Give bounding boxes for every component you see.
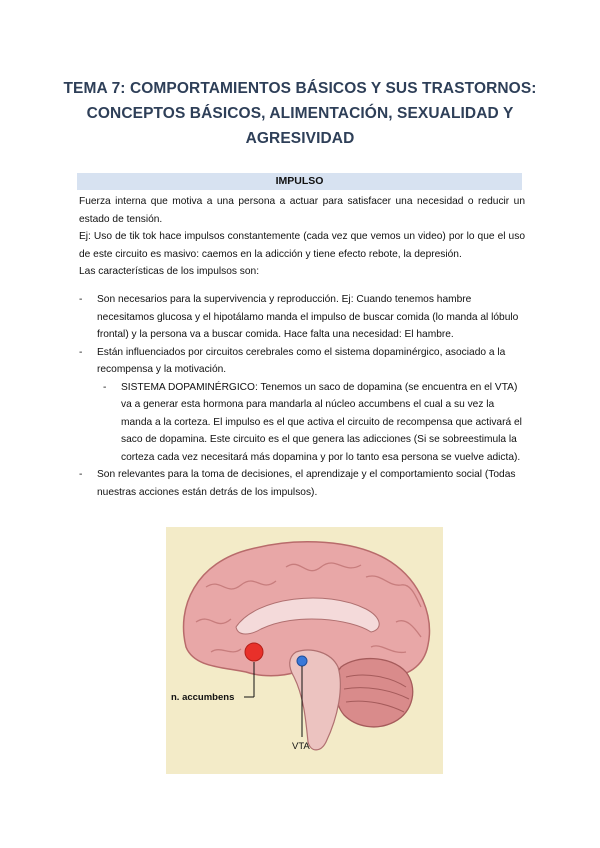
intro-paragraph-2: Ej: Uso de tik tok hace impulsos constantemente (cada vez que vemos un video) por lo que el uso de este circuito es masivo: caemos en la adicción y tiene efecto rebote, la depresión. — [79, 231, 525, 260]
list-item-text: Están influenciados por circuitos cerebrales como el sistema dopaminérgico, asociado a la recompensa y la motivación. — [97, 346, 506, 375]
brain-illustration — [166, 527, 443, 774]
title-line-1: TEMA 7: COMPORTAMIENTOS BÁSICOS Y SUS TRASTORNOS: — [63, 80, 537, 97]
characteristics-list — [79, 291, 525, 501]
page-title — [60, 76, 540, 151]
list-item-text: Son relevantes para la toma de decisiones, el aprendizaje y el comportamiento social (Todas nuestras acciones están detrás de los impulsos). — [97, 469, 516, 498]
bullet-dash: - — [79, 469, 83, 480]
title-line-2: CONCEPTOS BÁSICOS, ALIMENTACIÓN, SEXUALIDAD Y — [86, 105, 514, 122]
vta-marker — [297, 656, 307, 666]
sub-list-item-text: SISTEMA DOPAMINÉRGICO: Tenemos un saco de dopamina (se encuentra en el VTA) va a generar esta hormona para mandarla al núcleo accumbens el cual a su vez la manda a la corteza. El impulso es el que activa el circuito de recompensa que activará el saco de dopamina. Este circuito es el que genera las adicciones (Si se sobreestimula la corteza cada vez necesitará más dopamina y por lo tanto esa persona se vuelve adicta). — [121, 381, 522, 463]
sub-list-item — [103, 379, 525, 467]
list-item — [79, 344, 525, 379]
list-item-text: Son necesarios para la supervivencia y reproducción. Ej: Cuando tenemos hambre necesitamos glucosa y el hipotálamo manda el impulso de buscar comida (lo manda al lóbulo frontal) y la persona va a buscar comida. Hace falta una necesidad: El hambre. — [97, 294, 519, 340]
intro-paragraph-1: Fuerza interna que motiva a una persona a actuar para satisfacer una necesidad o reducir un estado de tensión. — [79, 196, 525, 225]
accumbens-marker — [245, 643, 263, 661]
bullet-dash: - — [79, 346, 83, 358]
section-heading: IMPULSO — [77, 173, 522, 190]
bullet-dash: - — [79, 294, 83, 305]
list-item — [79, 466, 525, 501]
accumbens-label: n. accumbens — [171, 692, 235, 703]
title-line-3: AGRESIVIDAD — [245, 130, 355, 147]
list-item — [79, 291, 525, 344]
bullet-dash: - — [103, 381, 107, 393]
intro-text — [79, 193, 525, 281]
brain-diagram — [166, 527, 443, 774]
brainstem-shape — [290, 650, 341, 750]
vta-label: VTA — [292, 741, 310, 752]
intro-paragraph-3: Las características de los impulsos son: — [79, 266, 260, 277]
cerebellum-shape — [335, 659, 412, 727]
